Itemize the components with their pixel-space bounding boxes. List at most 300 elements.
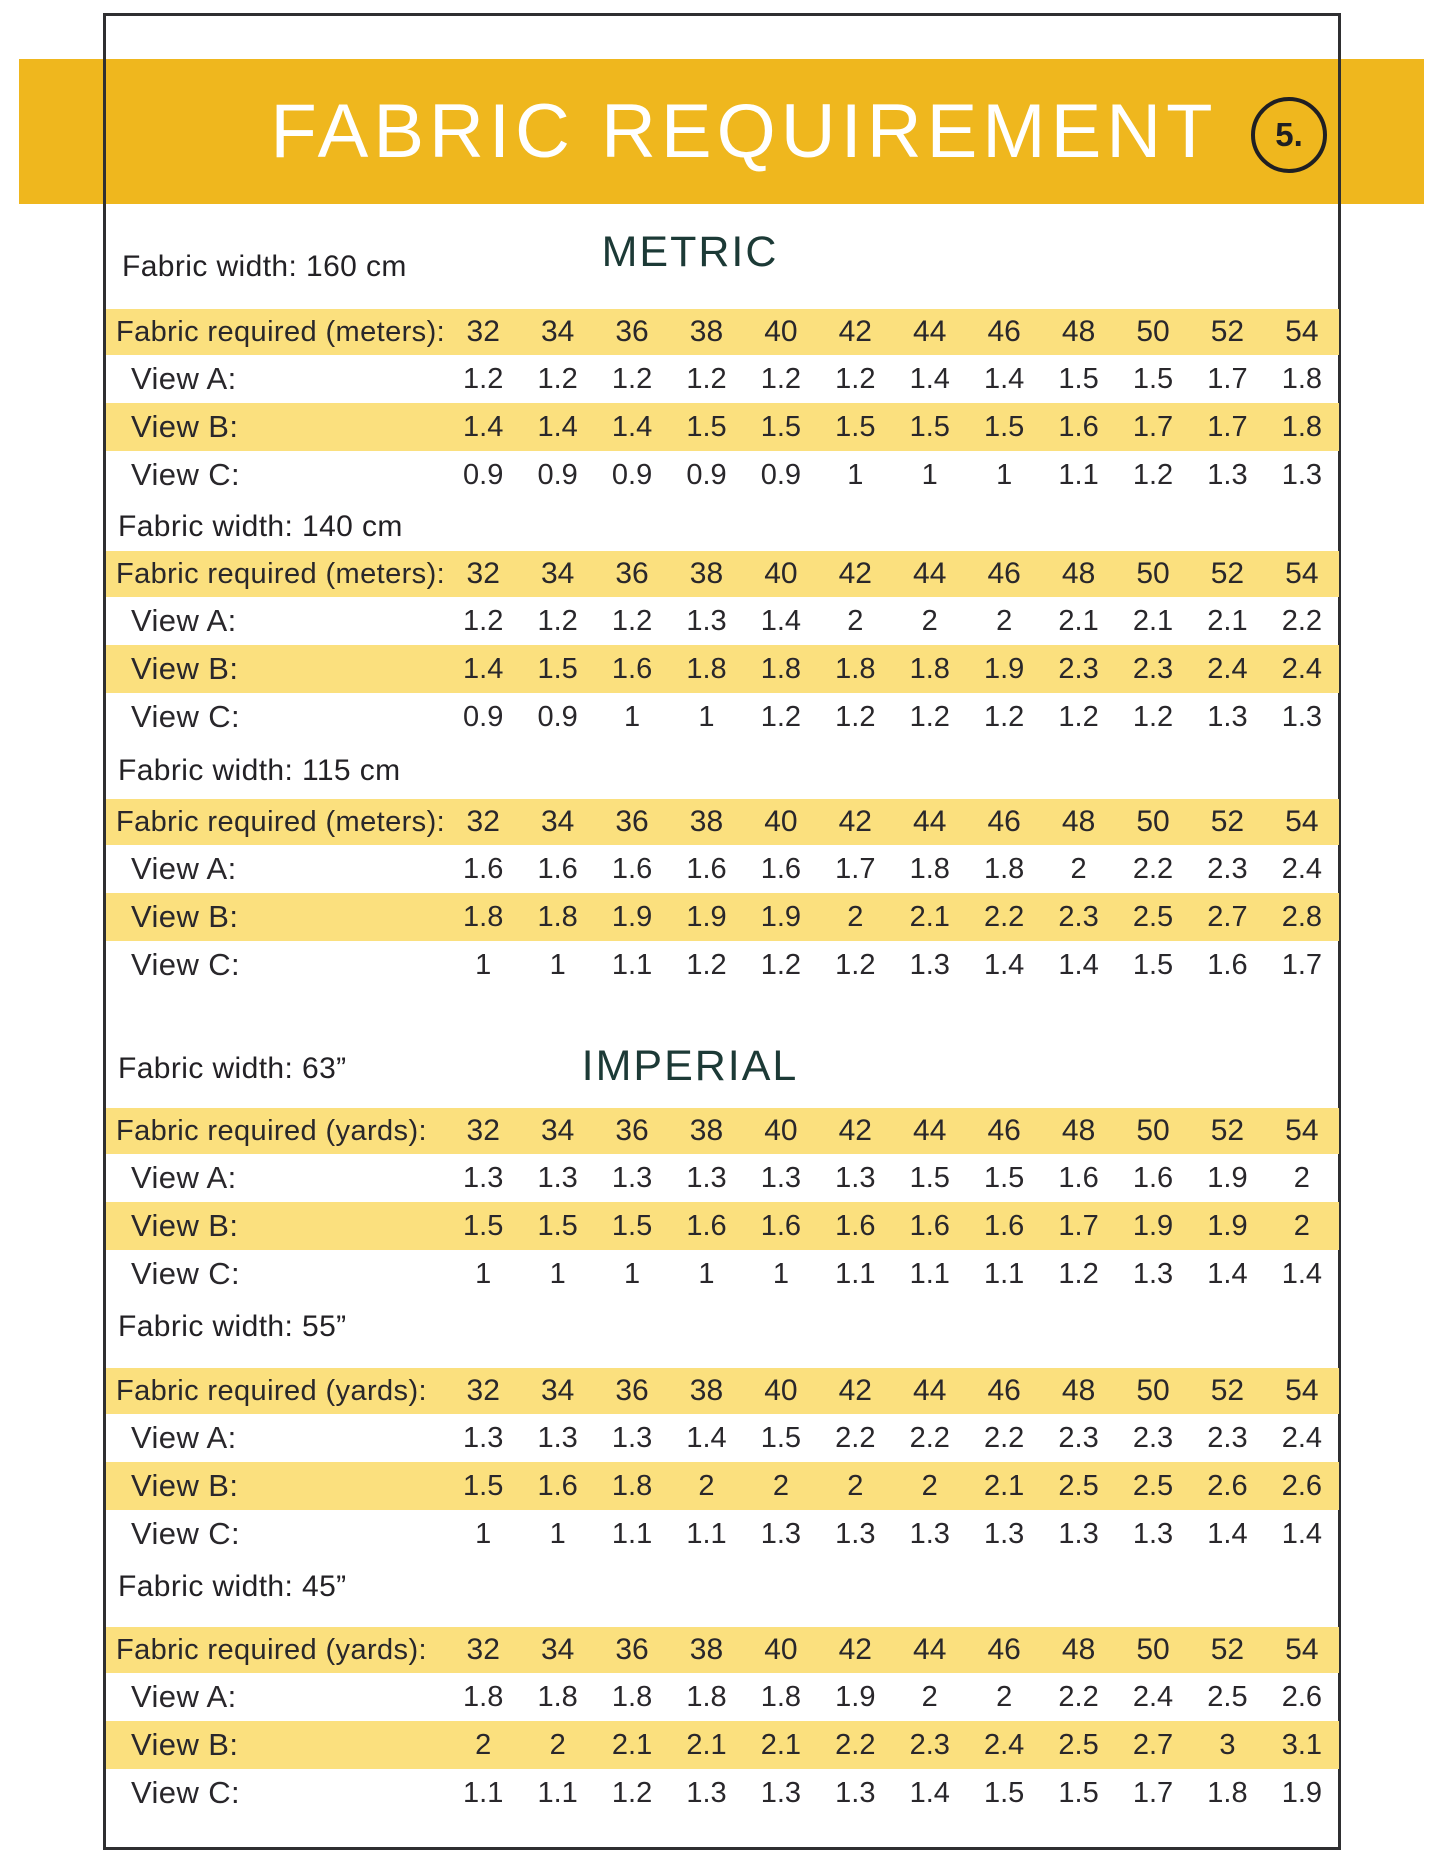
fabric-value-cell: 1.8 xyxy=(984,852,1025,885)
fabric-value-cell: 1.2 xyxy=(760,948,802,981)
size-header-row xyxy=(106,309,1339,355)
fabric-value-cell: 1.9 xyxy=(760,900,802,933)
size-header-cell: 38 xyxy=(689,1633,724,1666)
view-label: View B: xyxy=(131,1727,239,1762)
view-label: View C: xyxy=(131,947,241,982)
view-row xyxy=(106,597,1339,645)
fabric-value-cell: 1.2 xyxy=(463,604,504,637)
size-header-cell: 40 xyxy=(764,557,798,590)
view-label: View A: xyxy=(131,851,237,886)
size-header-cell: 34 xyxy=(540,805,575,838)
size-header-cell: 34 xyxy=(540,557,575,590)
size-header-cell: 38 xyxy=(689,557,724,590)
view-row xyxy=(106,355,1339,403)
fabric-value-cell: 1.3 xyxy=(1058,1517,1099,1550)
table-metric-140cm xyxy=(106,551,1339,741)
fabric-value-cell: 1.3 xyxy=(1132,1517,1174,1550)
view-row xyxy=(106,1154,1339,1202)
fabric-value-cell: 1.9 xyxy=(1207,1209,1248,1242)
fabric-value-cell: 1.5 xyxy=(984,1161,1025,1194)
fabric-value-cell: 1.2 xyxy=(537,604,578,637)
view-row xyxy=(106,645,1339,693)
section-heading-imperial: IMPERIAL xyxy=(581,1042,799,1090)
fabric-value-cell: 1.5 xyxy=(835,410,876,443)
fabric-value-cell: 1.3 xyxy=(909,1517,950,1550)
fabric-value-cell: 1.6 xyxy=(760,852,802,885)
fabric-value-cell: 0.9 xyxy=(463,458,504,491)
fabric-value-cell: 2.8 xyxy=(1281,900,1323,933)
view-label: View A: xyxy=(131,361,237,396)
view-label: View B: xyxy=(131,409,239,444)
row-header-label: Fabric required (meters): xyxy=(116,557,446,590)
size-header-cell: 54 xyxy=(1285,805,1319,838)
fabric-value-cell: 1.3 xyxy=(611,1421,653,1454)
fabric-value-cell: 1.4 xyxy=(1207,1257,1248,1290)
section-heading-metric: METRIC xyxy=(601,228,779,276)
size-header-cell: 44 xyxy=(913,1114,947,1147)
fabric-value-cell: 1.5 xyxy=(760,410,802,443)
fabric-value-cell: 1.1 xyxy=(463,1776,504,1809)
fabric-value-cell: 1.6 xyxy=(537,852,578,885)
row-header-label: Fabric required (yards): xyxy=(116,1633,427,1666)
fabric-value-cell: 2 xyxy=(921,1469,938,1502)
fabric-value-cell: 1.3 xyxy=(760,1517,802,1550)
view-label: View A: xyxy=(131,1679,237,1714)
size-header-cell: 50 xyxy=(1136,805,1170,838)
fabric-value-cell: 2.4 xyxy=(1281,1421,1323,1454)
fabric-value-cell: 0.9 xyxy=(463,700,504,733)
table-imperial-63in xyxy=(106,1108,1339,1298)
fabric-value-cell: 1.6 xyxy=(686,1209,727,1242)
view-row xyxy=(106,893,1339,941)
fabric-value-cell: 1.3 xyxy=(686,604,727,637)
fabric-value-cell: 1.1 xyxy=(1058,458,1099,491)
view-label: View C: xyxy=(131,699,241,734)
size-header-cell: 40 xyxy=(764,1114,798,1147)
size-header-cell: 38 xyxy=(689,805,724,838)
fabric-value-cell: 1.3 xyxy=(835,1517,876,1550)
view-row xyxy=(106,403,1339,451)
size-header-cell: 36 xyxy=(615,1114,649,1147)
fabric-value-cell: 1.4 xyxy=(1207,1517,1248,1550)
fabric-value-cell: 1.2 xyxy=(1058,1257,1099,1290)
fabric-value-cell: 2.4 xyxy=(984,1728,1025,1761)
fabric-value-cell: 1.3 xyxy=(537,1161,578,1194)
fabric-value-cell: 1.3 xyxy=(760,1161,802,1194)
size-header-cell: 40 xyxy=(764,315,798,348)
fabric-value-cell: 1.5 xyxy=(984,1776,1025,1809)
fabric-value-cell: 1.4 xyxy=(463,652,504,685)
fabric-value-cell: 1.8 xyxy=(909,652,950,685)
fabric-value-cell: 0.9 xyxy=(686,458,727,491)
fabric-value-cell: 1.3 xyxy=(611,1161,653,1194)
fabric-value-cell: 1.1 xyxy=(537,1776,578,1809)
fabric-value-cell: 1.8 xyxy=(463,1680,504,1713)
fabric-value-cell: 1 xyxy=(549,1257,566,1290)
fabric-value-cell: 1.7 xyxy=(1132,1776,1174,1809)
fabric-value-cell: 1.5 xyxy=(909,1161,950,1194)
fabric-value-cell: 1.5 xyxy=(1132,948,1174,981)
fabric-value-cell: 1.1 xyxy=(835,1257,876,1290)
fabric-value-cell: 2 xyxy=(475,1728,492,1761)
view-row xyxy=(106,845,1339,893)
fabric-value-cell: 1.5 xyxy=(463,1469,504,1502)
view-label: View A: xyxy=(131,1420,237,1455)
size-header-cell: 32 xyxy=(466,315,500,348)
fabric-value-cell: 1.3 xyxy=(760,1776,802,1809)
fabric-value-cell: 1.9 xyxy=(1132,1209,1174,1242)
row-header-label: Fabric required (meters): xyxy=(116,315,446,348)
size-header-cell: 48 xyxy=(1061,805,1096,838)
size-header-cell: 46 xyxy=(987,805,1021,838)
size-header-cell: 48 xyxy=(1061,315,1096,348)
size-header-cell: 38 xyxy=(689,315,724,348)
size-header-cell: 36 xyxy=(615,557,649,590)
fabric-value-cell: 1.2 xyxy=(463,362,504,395)
fabric-value-cell: 2.6 xyxy=(1207,1469,1248,1502)
size-header-cell: 54 xyxy=(1285,1633,1319,1666)
size-header-cell: 46 xyxy=(987,1633,1021,1666)
fabric-value-cell: 3.1 xyxy=(1281,1728,1323,1761)
fabric-value-cell: 1.4 xyxy=(1058,948,1099,981)
view-label: View A: xyxy=(131,603,237,638)
fabric-value-cell: 2.5 xyxy=(1058,1728,1099,1761)
fabric-value-cell: 1.2 xyxy=(835,362,876,395)
view-row xyxy=(106,1462,1339,1510)
view-label: View B: xyxy=(131,899,239,934)
size-header-cell: 42 xyxy=(838,557,872,590)
page-number: 5. xyxy=(1275,116,1303,153)
size-header-cell: 42 xyxy=(838,805,872,838)
fabric-value-cell: 2.3 xyxy=(1058,900,1099,933)
size-header-cell: 54 xyxy=(1285,315,1319,348)
fabric-value-cell: 1.8 xyxy=(686,1680,727,1713)
view-row xyxy=(106,1721,1339,1769)
size-header-cell: 50 xyxy=(1136,1633,1170,1666)
size-header-cell: 48 xyxy=(1061,1114,1096,1147)
size-header-cell: 54 xyxy=(1285,557,1319,590)
fabric-value-cell: 2 xyxy=(698,1469,715,1502)
fabric-value-cell: 1.8 xyxy=(463,900,504,933)
fabric-value-cell: 2.7 xyxy=(1207,900,1248,933)
fabric-value-cell: 1.5 xyxy=(984,410,1025,443)
fabric-value-cell: 1 xyxy=(549,1517,566,1550)
fabric-value-cell: 1.4 xyxy=(1281,1517,1323,1550)
fabric-value-cell: 1.1 xyxy=(984,1257,1025,1290)
fabric-value-cell: 2.2 xyxy=(835,1728,876,1761)
fabric-value-cell: 1.3 xyxy=(835,1776,876,1809)
fabric-value-cell: 1.8 xyxy=(611,1680,653,1713)
size-header-cell: 52 xyxy=(1210,805,1245,838)
fabric-value-cell: 1.3 xyxy=(984,1517,1025,1550)
size-header-row xyxy=(106,1627,1339,1673)
fabric-value-cell: 2.2 xyxy=(909,1421,950,1454)
fabric-value-cell: 1.4 xyxy=(686,1421,727,1454)
fabric-value-cell: 2 xyxy=(847,604,864,637)
fabric-value-cell: 1.2 xyxy=(835,700,876,733)
fabric-value-cell: 1.7 xyxy=(1207,362,1248,395)
size-header-cell: 44 xyxy=(913,805,947,838)
size-header-cell: 42 xyxy=(838,1374,872,1407)
size-header-cell: 54 xyxy=(1285,1114,1319,1147)
fabric-width-label-45in: Fabric width: 45” xyxy=(118,1570,347,1603)
size-header-cell: 32 xyxy=(466,1633,500,1666)
size-header-cell: 34 xyxy=(540,315,575,348)
fabric-value-cell: 1.1 xyxy=(909,1257,950,1290)
fabric-value-cell: 1.5 xyxy=(1132,362,1174,395)
fabric-value-cell: 2.5 xyxy=(1132,1469,1174,1502)
fabric-value-cell: 1.8 xyxy=(1207,1776,1248,1809)
fabric-value-cell: 2.3 xyxy=(1132,652,1174,685)
fabric-value-cell: 1.2 xyxy=(1132,700,1174,733)
fabric-value-cell: 2.2 xyxy=(835,1421,876,1454)
row-header-label: Fabric required (meters): xyxy=(116,805,446,838)
fabric-value-cell: 1.3 xyxy=(1281,700,1323,733)
fabric-value-cell: 1.1 xyxy=(611,948,653,981)
view-row xyxy=(106,451,1339,499)
fabric-value-cell: 1.8 xyxy=(760,1680,802,1713)
fabric-value-cell: 1.8 xyxy=(760,652,802,685)
fabric-value-cell: 1.2 xyxy=(984,700,1025,733)
view-row xyxy=(106,1510,1339,1558)
fabric-value-cell: 2.1 xyxy=(1132,604,1174,637)
size-header-cell: 46 xyxy=(987,1374,1021,1407)
view-label: View A: xyxy=(131,1160,237,1195)
fabric-value-cell: 1 xyxy=(698,1257,715,1290)
size-header-cell: 32 xyxy=(466,1374,500,1407)
page-title: FABRIC REQUIREMENT xyxy=(270,89,1218,174)
size-header-cell: 32 xyxy=(466,1114,500,1147)
fabric-value-cell: 1.3 xyxy=(686,1161,727,1194)
size-header-cell: 52 xyxy=(1210,557,1245,590)
size-header-cell: 38 xyxy=(689,1114,724,1147)
fabric-value-cell: 1.8 xyxy=(611,1469,653,1502)
fabric-value-cell: 2.2 xyxy=(1132,852,1174,885)
fabric-value-cell: 1.3 xyxy=(686,1776,727,1809)
size-header-cell: 38 xyxy=(689,1374,724,1407)
fabric-value-cell: 1.5 xyxy=(909,410,950,443)
fabric-value-cell: 2.3 xyxy=(1058,652,1099,685)
fabric-value-cell: 1.4 xyxy=(537,410,578,443)
fabric-value-cell: 1.2 xyxy=(686,948,727,981)
fabric-value-cell: 2.6 xyxy=(1281,1680,1323,1713)
view-row xyxy=(106,693,1339,741)
fabric-value-cell: 1.6 xyxy=(984,1209,1025,1242)
fabric-value-cell: 2 xyxy=(1293,1161,1310,1194)
fabric-value-cell: 2.3 xyxy=(1207,852,1248,885)
table-imperial-55in xyxy=(106,1368,1339,1558)
fabric-value-cell: 1.2 xyxy=(760,700,802,733)
fabric-value-cell: 1.6 xyxy=(611,652,653,685)
row-header-label: Fabric required (yards): xyxy=(116,1114,427,1147)
size-header-cell: 34 xyxy=(540,1633,575,1666)
fabric-value-cell: 1 xyxy=(623,700,641,733)
fabric-value-cell: 2.4 xyxy=(1281,852,1323,885)
fabric-value-cell: 1.9 xyxy=(1281,1776,1323,1809)
size-header-cell: 44 xyxy=(913,1374,947,1407)
fabric-value-cell: 1.9 xyxy=(984,652,1025,685)
page-number-badge xyxy=(1251,97,1327,173)
fabric-value-cell: 1.3 xyxy=(1207,458,1248,491)
fabric-value-cell: 2 xyxy=(921,604,938,637)
fabric-value-cell: 1.6 xyxy=(537,1469,578,1502)
fabric-value-cell: 1.2 xyxy=(835,948,876,981)
fabric-value-cell: 1.8 xyxy=(537,1680,578,1713)
fabric-value-cell: 1.5 xyxy=(611,1209,653,1242)
fabric-value-cell: 1.5 xyxy=(537,652,578,685)
fabric-value-cell: 1.6 xyxy=(611,852,653,885)
fabric-value-cell: 2.2 xyxy=(984,1421,1025,1454)
fabric-value-cell: 2.1 xyxy=(909,900,950,933)
fabric-value-cell: 1.4 xyxy=(760,604,802,637)
fabric-value-cell: 1.9 xyxy=(1207,1161,1248,1194)
size-header-cell: 40 xyxy=(764,805,798,838)
fabric-value-cell: 1 xyxy=(475,948,492,981)
fabric-value-cell: 1.7 xyxy=(1132,410,1174,443)
fabric-value-cell: 2 xyxy=(1293,1209,1310,1242)
fabric-value-cell: 1 xyxy=(996,458,1013,491)
fabric-value-cell: 1.7 xyxy=(835,852,876,885)
size-header-cell: 44 xyxy=(913,1633,947,1666)
table-metric-115cm xyxy=(106,799,1339,989)
fabric-value-cell: 2.6 xyxy=(1281,1469,1323,1502)
view-row xyxy=(106,1250,1339,1298)
fabric-value-cell: 1.6 xyxy=(1207,948,1248,981)
fabric-value-cell: 2.1 xyxy=(760,1728,802,1761)
fabric-value-cell: 2 xyxy=(549,1728,566,1761)
size-header-row xyxy=(106,1368,1339,1414)
fabric-value-cell: 2.2 xyxy=(1281,604,1323,637)
fabric-value-cell: 2 xyxy=(772,1469,789,1502)
fabric-value-cell: 2 xyxy=(921,1680,938,1713)
fabric-value-cell: 1 xyxy=(623,1257,641,1290)
fabric-value-cell: 2.3 xyxy=(1132,1421,1174,1454)
fabric-value-cell: 1.3 xyxy=(1132,1257,1174,1290)
view-row xyxy=(106,1769,1339,1817)
fabric-value-cell: 1.1 xyxy=(611,1517,653,1550)
fabric-value-cell: 2 xyxy=(996,604,1013,637)
size-header-cell: 52 xyxy=(1210,1374,1245,1407)
fabric-value-cell: 1.8 xyxy=(835,652,876,685)
fabric-value-cell: 1.7 xyxy=(1207,410,1248,443)
fabric-value-cell: 1.2 xyxy=(611,1776,653,1809)
fabric-value-cell: 1.8 xyxy=(1281,362,1323,395)
fabric-value-cell: 1.3 xyxy=(835,1161,876,1194)
fabric-value-cell: 1.8 xyxy=(1281,410,1323,443)
fabric-value-cell: 2.5 xyxy=(1058,1469,1099,1502)
size-header-cell: 48 xyxy=(1061,1633,1096,1666)
fabric-value-cell: 3 xyxy=(1219,1728,1236,1761)
size-header-cell: 36 xyxy=(615,315,649,348)
size-header-row xyxy=(106,799,1339,845)
fabric-value-cell: 1.4 xyxy=(909,1776,950,1809)
fabric-value-cell: 2 xyxy=(847,1469,864,1502)
fabric-value-cell: 1.1 xyxy=(686,1517,727,1550)
size-header-cell: 50 xyxy=(1136,557,1170,590)
fabric-value-cell: 1.4 xyxy=(984,948,1025,981)
size-header-cell: 48 xyxy=(1061,557,1096,590)
fabric-value-cell: 1.6 xyxy=(909,1209,950,1242)
fabric-width-label-160cm: Fabric width: 160 cm xyxy=(122,250,407,283)
fabric-value-cell: 1.7 xyxy=(1058,1209,1099,1242)
size-header-cell: 36 xyxy=(615,805,649,838)
view-label: View C: xyxy=(131,1516,241,1551)
fabric-value-cell: 1.3 xyxy=(463,1161,504,1194)
fabric-width-label-115cm: Fabric width: 115 cm xyxy=(118,754,401,787)
table-metric-160cm xyxy=(106,309,1339,499)
fabric-value-cell: 1.8 xyxy=(909,852,950,885)
fabric-value-cell: 2.2 xyxy=(984,900,1025,933)
fabric-value-cell: 1.2 xyxy=(611,362,653,395)
fabric-value-cell: 1.5 xyxy=(686,410,727,443)
view-label: View C: xyxy=(131,457,241,492)
fabric-value-cell: 1 xyxy=(475,1517,492,1550)
fabric-width-label-63in: Fabric width: 63” xyxy=(118,1052,347,1085)
size-header-cell: 50 xyxy=(1136,1114,1170,1147)
fabric-value-cell: 1.6 xyxy=(1058,410,1099,443)
fabric-value-cell: 2 xyxy=(1070,852,1087,885)
fabric-value-cell: 1.2 xyxy=(1132,458,1174,491)
size-header-cell: 34 xyxy=(540,1114,575,1147)
size-header-cell: 40 xyxy=(764,1374,798,1407)
fabric-value-cell: 2.4 xyxy=(1281,652,1323,685)
size-header-cell: 54 xyxy=(1285,1374,1319,1407)
fabric-value-cell: 1 xyxy=(772,1257,789,1290)
fabric-value-cell: 1.9 xyxy=(835,1680,876,1713)
fabric-value-cell: 1.8 xyxy=(686,652,727,685)
fabric-value-cell: 1.2 xyxy=(760,362,802,395)
size-header-cell: 48 xyxy=(1061,1374,1096,1407)
fabric-value-cell: 1.3 xyxy=(1281,458,1323,491)
size-header-cell: 46 xyxy=(987,1114,1021,1147)
fabric-value-cell: 1.5 xyxy=(1058,362,1099,395)
size-header-cell: 50 xyxy=(1136,315,1170,348)
fabric-width-label-55in: Fabric width: 55” xyxy=(118,1310,347,1343)
fabric-value-cell: 1.4 xyxy=(984,362,1025,395)
fabric-value-cell: 1.2 xyxy=(611,604,653,637)
view-row xyxy=(106,941,1339,989)
size-header-cell: 42 xyxy=(838,1114,872,1147)
fabric-value-cell: 2 xyxy=(847,900,864,933)
size-header-cell: 52 xyxy=(1210,315,1245,348)
fabric-value-cell: 1.2 xyxy=(909,700,950,733)
fabric-value-cell: 1.4 xyxy=(909,362,950,395)
fabric-value-cell: 1.5 xyxy=(1058,1776,1099,1809)
fabric-value-cell: 1.5 xyxy=(463,1209,504,1242)
fabric-value-cell: 1.6 xyxy=(686,852,727,885)
size-header-cell: 52 xyxy=(1210,1114,1245,1147)
size-header-cell: 36 xyxy=(615,1633,649,1666)
fabric-value-cell: 1.4 xyxy=(1281,1257,1323,1290)
fabric-value-cell: 2.3 xyxy=(909,1728,950,1761)
fabric-value-cell: 2.1 xyxy=(1207,604,1248,637)
fabric-value-cell: 2.5 xyxy=(1132,900,1174,933)
fabric-value-cell: 2.4 xyxy=(1207,652,1248,685)
size-header-cell: 36 xyxy=(615,1374,649,1407)
fabric-value-cell: 0.9 xyxy=(611,458,653,491)
fabric-value-cell: 1.6 xyxy=(463,852,504,885)
size-header-cell: 44 xyxy=(913,315,947,348)
view-row xyxy=(106,1202,1339,1250)
size-header-row xyxy=(106,551,1339,597)
fabric-value-cell: 1 xyxy=(475,1257,492,1290)
fabric-value-cell: 1 xyxy=(698,700,715,733)
size-header-cell: 42 xyxy=(838,315,872,348)
fabric-value-cell: 1.2 xyxy=(537,362,578,395)
fabric-value-cell: 2.7 xyxy=(1132,1728,1174,1761)
fabric-value-cell: 1 xyxy=(549,948,566,981)
fabric-value-cell: 1.6 xyxy=(760,1209,802,1242)
